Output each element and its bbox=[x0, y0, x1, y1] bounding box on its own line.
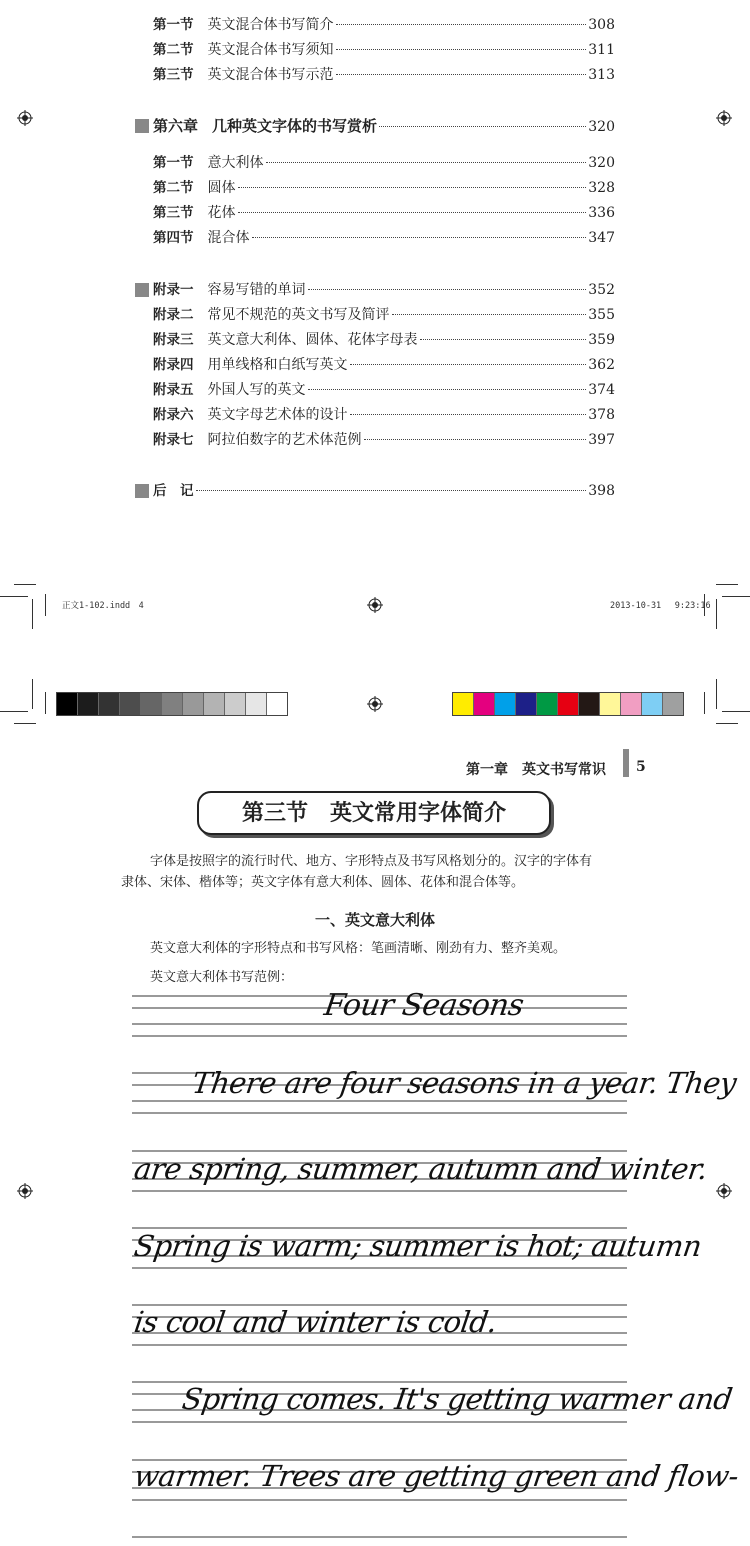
page-number: 5 bbox=[636, 759, 646, 775]
toc-row: 第四节 混合体 347 bbox=[153, 230, 615, 246]
toc-row: 附录二 常见不规范的英文书写及简评 355 bbox=[153, 307, 615, 323]
intro-line-2: 隶体、宋体、楷体等；英文字体有意大利体、圆体、花体和混合体等。 bbox=[121, 875, 525, 890]
toc-row: 附录一 容易写错的单词 352 bbox=[135, 280, 615, 300]
slug-datetime: 2013-10-31 9:23:16 bbox=[610, 601, 711, 611]
script-line: is cool and winter is cold. bbox=[132, 1305, 499, 1339]
toc-row: 第一节 英文混合体书写简介 308 bbox=[153, 17, 615, 33]
example-label: 英文意大利体书写范例： bbox=[150, 970, 294, 985]
toc-chapter-row: 第六章 几种英文字体的书写赏析 320 bbox=[135, 116, 615, 136]
toc-row: 第二节 英文混合体书写须知 311 bbox=[153, 42, 615, 58]
script-title: Four Seasons bbox=[322, 988, 526, 1023]
script-line: There are four seasons in a year. They bbox=[190, 1066, 739, 1100]
toc-row: 第二节 圆体 328 bbox=[153, 180, 615, 196]
toc-row: 第三节 英文混合体书写示范 313 bbox=[153, 67, 615, 83]
script-line: Spring is warm; summer is hot; autumn bbox=[132, 1229, 704, 1263]
script-line: are spring, summer, autumn and winter. bbox=[132, 1152, 710, 1186]
toc-row: 附录五 外国人写的英文 374 bbox=[153, 382, 615, 398]
toc-row: 第一节 意大利体 320 bbox=[153, 155, 615, 171]
section-title: 第三节 英文常用字体简介 bbox=[197, 791, 551, 835]
intro-line-1: 字体是按照字的流行时代、地方、字形特点及书写风格划分的。汉字的字体有 bbox=[150, 854, 593, 869]
toc-row: 附录三 英文意大利体、圆体、花体字母表 359 bbox=[153, 332, 615, 348]
toc-row: 附录七 阿拉伯数字的艺术体范例 397 bbox=[153, 432, 615, 448]
script-line: Spring comes. It's getting warmer and bbox=[180, 1382, 735, 1416]
script-line: warmer. Trees are getting green and flow- bbox=[132, 1459, 741, 1493]
slug-filename: 正文1-102.indd 4 bbox=[62, 601, 144, 611]
running-header-chapter: 第一章 英文书写常识 bbox=[466, 762, 606, 778]
toc-row: 第三节 花体 336 bbox=[153, 205, 615, 221]
toc-row: 附录六 英文字母艺术体的设计 378 bbox=[153, 407, 615, 423]
feature-text: 英文意大利体的字形特点和书写风格：笔画清晰、刚劲有力、整齐美观。 bbox=[150, 941, 567, 956]
toc-row-postscript: 后 记 398 bbox=[135, 481, 615, 501]
subheading: 一、英文意大利体 bbox=[314, 911, 435, 929]
toc-row: 附录四 用单线格和白纸写英文 362 bbox=[153, 357, 615, 373]
